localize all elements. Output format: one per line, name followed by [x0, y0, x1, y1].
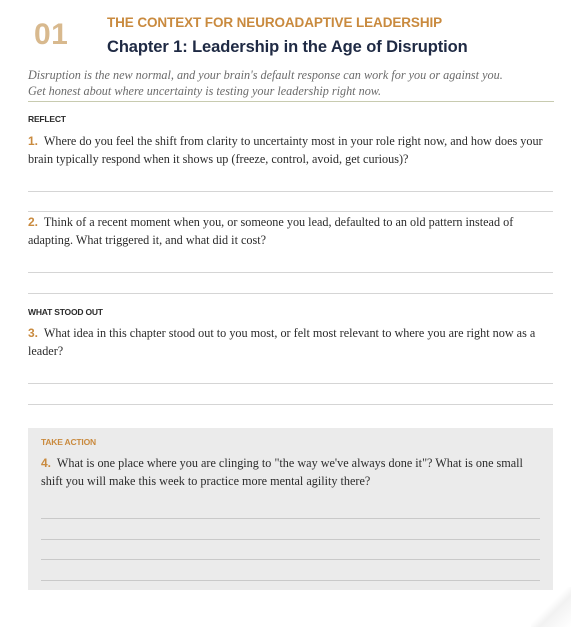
intro-line-1: Disruption is the new normal, and your brain's default response can work for you or against you. [28, 68, 503, 82]
question-2 [28, 213, 553, 249]
answer-line[interactable] [41, 580, 540, 581]
question-4 [41, 454, 543, 490]
answer-line[interactable] [28, 383, 553, 384]
intro-line-2: Get honest about where uncertainty is testing your leadership right now. [28, 84, 382, 98]
question-text: Think of a recent moment when you, or someone you lead, defaulted to an old pattern instead of adapting. What triggered it, and what did it cost? [28, 215, 514, 247]
intro-text [28, 67, 554, 102]
question-text: Where do you feel the shift from clarity to uncertainty most in your role right now, and how does your brain typically respond when it shows up (freeze, control, avoid, get curious)? [28, 134, 543, 166]
question-3 [28, 324, 553, 360]
answer-line[interactable] [28, 211, 553, 212]
page-title: Chapter 1: Leadership in the Age of Disruption [107, 38, 468, 56]
answer-line[interactable] [28, 272, 553, 273]
question-text: What idea in this chapter stood out to you most, or felt most relevant to where you are right now as a leader? [28, 326, 536, 358]
answer-line[interactable] [41, 518, 540, 519]
question-text: What is one place where you are clinging to "the way we've always done it"? What is one small shift you will make this week to practice more mental agility there? [41, 456, 523, 488]
question-number: 1. [28, 134, 39, 148]
chapter-number: 01 [34, 18, 69, 51]
section-label-take-action: TAKE ACTION [41, 437, 96, 447]
answer-line[interactable] [28, 293, 553, 294]
section-label-stood-out: WHAT STOOD OUT [28, 307, 103, 317]
question-1 [28, 132, 553, 168]
page-curl [531, 587, 571, 627]
answer-line[interactable] [41, 559, 540, 560]
take-action-box [28, 428, 553, 590]
question-number: 3. [28, 326, 39, 340]
question-number: 2. [28, 215, 39, 229]
question-number: 4. [41, 456, 52, 470]
answer-line[interactable] [41, 539, 540, 540]
section-label-reflect: REFLECT [28, 114, 66, 124]
chapter-eyebrow: THE CONTEXT FOR NEUROADAPTIVE LEADERSHIP [107, 15, 443, 30]
answer-line[interactable] [28, 191, 553, 192]
answer-line[interactable] [28, 404, 553, 405]
